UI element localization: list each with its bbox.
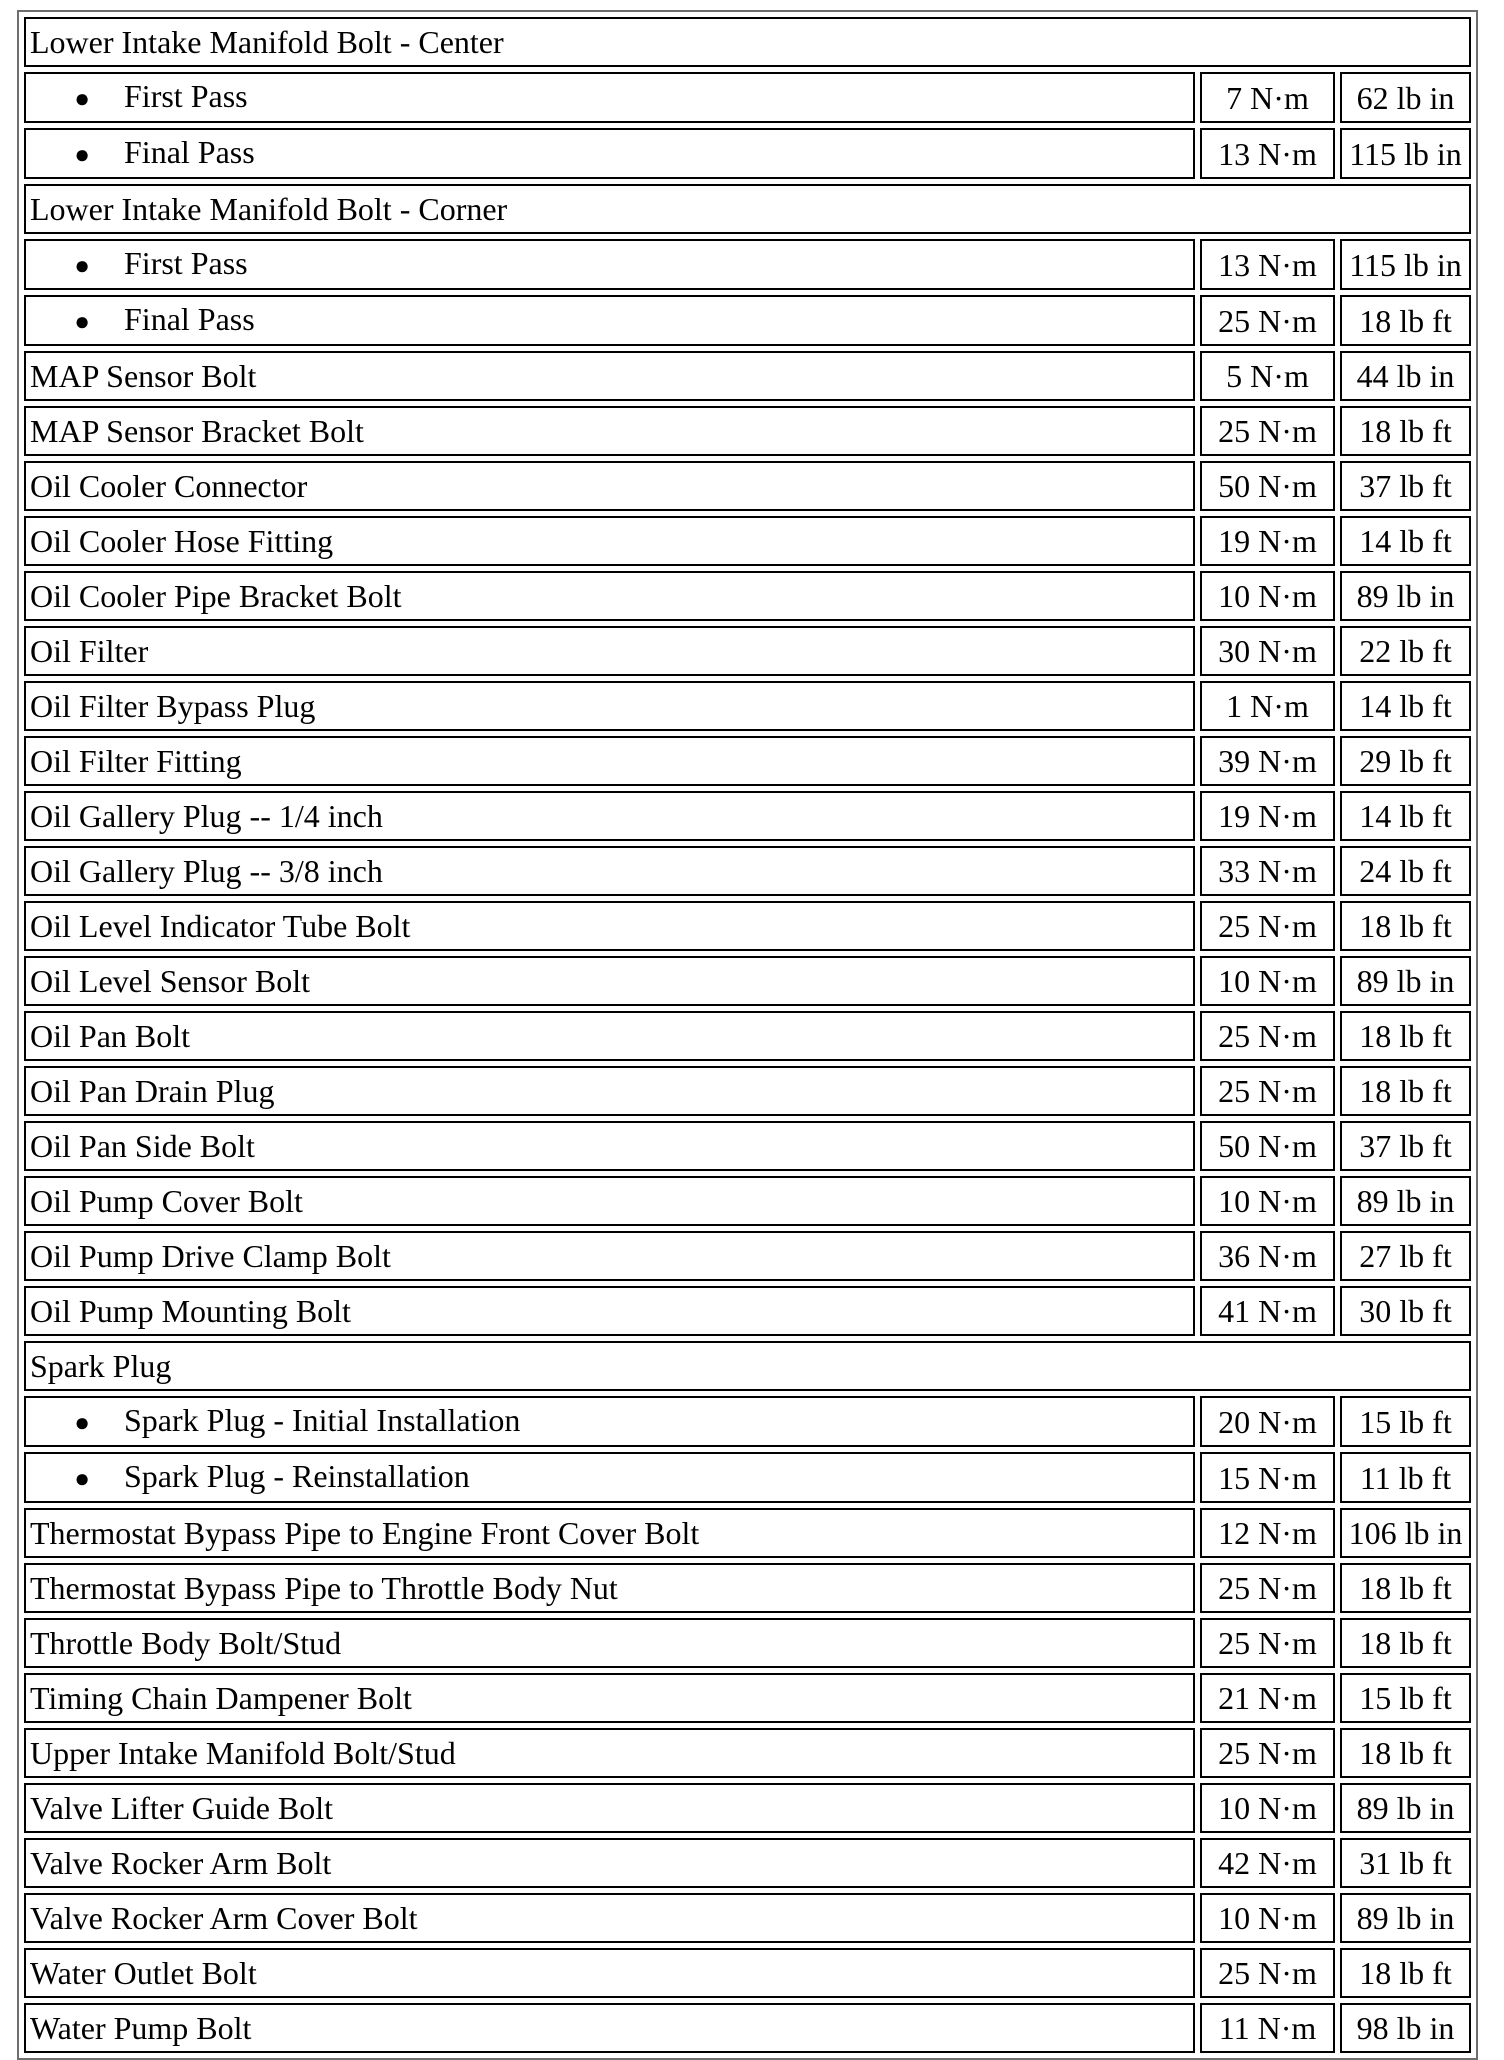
item-label: MAP Sensor Bracket Bolt [24, 406, 1195, 456]
table-row [24, 1286, 1471, 1336]
metric-value: 19 N·m [1200, 791, 1335, 841]
table-row [24, 1783, 1471, 1833]
english-value: 89 lb in [1340, 1176, 1471, 1226]
table-row [24, 736, 1471, 786]
english-value: 18 lb ft [1340, 295, 1471, 346]
sub-item-label: First Pass [124, 245, 248, 281]
english-value: 37 lb ft [1340, 461, 1471, 511]
group-header-row [24, 17, 1471, 67]
english-value: 98 lb in [1340, 2003, 1471, 2053]
table-row [24, 1948, 1471, 1998]
table-row [24, 2003, 1471, 2053]
table-row [24, 1066, 1471, 1116]
item-label: Oil Gallery Plug -- 1/4 inch [24, 791, 1195, 841]
metric-value: 10 N·m [1200, 1176, 1335, 1226]
table-row [24, 571, 1471, 621]
item-label: Timing Chain Dampener Bolt [24, 1673, 1195, 1723]
bullet-icon: ● [74, 307, 90, 336]
bullet-icon: ● [74, 84, 90, 113]
english-value: 11 lb ft [1340, 1452, 1471, 1503]
sub-item-row [24, 239, 1471, 290]
metric-value: 33 N·m [1200, 846, 1335, 896]
metric-value: 1 N·m [1200, 681, 1335, 731]
sub-item-label-cell [24, 295, 1195, 346]
group-label: Lower Intake Manifold Bolt - Corner [24, 184, 1471, 234]
item-label: Thermostat Bypass Pipe to Engine Front Cover Bolt [24, 1508, 1195, 1558]
item-label: Oil Pump Drive Clamp Bolt [24, 1231, 1195, 1281]
english-value: 18 lb ft [1340, 901, 1471, 951]
spec-table [19, 12, 1476, 2058]
bullet-icon: ● [74, 140, 90, 169]
table-row [24, 791, 1471, 841]
english-value: 30 lb ft [1340, 1286, 1471, 1336]
table-row [24, 1838, 1471, 1888]
english-value: 18 lb ft [1340, 1618, 1471, 1668]
sub-item-row [24, 128, 1471, 179]
table-row [24, 846, 1471, 896]
table-row [24, 406, 1471, 456]
sub-item-label-cell [24, 72, 1195, 123]
table-row [24, 461, 1471, 511]
table-row [24, 1728, 1471, 1778]
item-label: Oil Level Sensor Bolt [24, 956, 1195, 1006]
english-value: 115 lb in [1340, 128, 1471, 179]
metric-value: 50 N·m [1200, 1121, 1335, 1171]
metric-value: 25 N·m [1200, 1948, 1335, 1998]
table-row [24, 1176, 1471, 1226]
sub-item-label-cell [24, 128, 1195, 179]
english-value: 18 lb ft [1340, 406, 1471, 456]
item-label: Oil Pan Side Bolt [24, 1121, 1195, 1171]
english-value: 14 lb ft [1340, 516, 1471, 566]
table-row [24, 681, 1471, 731]
item-label: Oil Filter [24, 626, 1195, 676]
item-label: Valve Lifter Guide Bolt [24, 1783, 1195, 1833]
metric-value: 13 N·m [1200, 239, 1335, 290]
metric-value: 25 N·m [1200, 1728, 1335, 1778]
item-label: Valve Rocker Arm Cover Bolt [24, 1893, 1195, 1943]
sub-item-label: Spark Plug - Reinstallation [124, 1458, 470, 1494]
table-row [24, 1673, 1471, 1723]
table-row [24, 1011, 1471, 1061]
english-value: 14 lb ft [1340, 791, 1471, 841]
item-label: Oil Cooler Connector [24, 461, 1195, 511]
sub-item-label: Final Pass [124, 301, 255, 337]
item-label: Water Outlet Bolt [24, 1948, 1195, 1998]
item-label: Upper Intake Manifold Bolt/Stud [24, 1728, 1195, 1778]
table-row [24, 516, 1471, 566]
english-value: 44 lb in [1340, 351, 1471, 401]
metric-value: 15 N·m [1200, 1452, 1335, 1503]
torque-spec-table [17, 10, 1478, 2060]
bullet-icon: ● [74, 1408, 90, 1437]
english-value: 15 lb ft [1340, 1673, 1471, 1723]
english-value: 37 lb ft [1340, 1121, 1471, 1171]
item-label: Oil Level Indicator Tube Bolt [24, 901, 1195, 951]
sub-item-label: Final Pass [124, 134, 255, 170]
metric-value: 25 N·m [1200, 406, 1335, 456]
metric-value: 25 N·m [1200, 1563, 1335, 1613]
english-value: 18 lb ft [1340, 1948, 1471, 1998]
item-label: Oil Pump Mounting Bolt [24, 1286, 1195, 1336]
group-label: Lower Intake Manifold Bolt - Center [24, 17, 1471, 67]
table-row [24, 901, 1471, 951]
metric-value: 10 N·m [1200, 1783, 1335, 1833]
metric-value: 30 N·m [1200, 626, 1335, 676]
sub-item-row [24, 72, 1471, 123]
english-value: 106 lb in [1340, 1508, 1471, 1558]
table-row [24, 1121, 1471, 1171]
english-value: 89 lb in [1340, 956, 1471, 1006]
english-value: 18 lb ft [1340, 1011, 1471, 1061]
metric-value: 10 N·m [1200, 571, 1335, 621]
metric-value: 12 N·m [1200, 1508, 1335, 1558]
english-value: 27 lb ft [1340, 1231, 1471, 1281]
english-value: 62 lb in [1340, 72, 1471, 123]
metric-value: 42 N·m [1200, 1838, 1335, 1888]
group-header-row [24, 1341, 1471, 1391]
group-header-row [24, 184, 1471, 234]
english-value: 115 lb in [1340, 239, 1471, 290]
english-value: 15 lb ft [1340, 1396, 1471, 1447]
english-value: 22 lb ft [1340, 626, 1471, 676]
item-label: Oil Filter Bypass Plug [24, 681, 1195, 731]
table-row [24, 956, 1471, 1006]
sub-item-row [24, 1452, 1471, 1503]
table-row [24, 1618, 1471, 1668]
english-value: 89 lb in [1340, 1893, 1471, 1943]
metric-value: 5 N·m [1200, 351, 1335, 401]
metric-value: 25 N·m [1200, 1066, 1335, 1116]
english-value: 18 lb ft [1340, 1066, 1471, 1116]
metric-value: 25 N·m [1200, 1011, 1335, 1061]
table-row [24, 351, 1471, 401]
metric-value: 39 N·m [1200, 736, 1335, 786]
item-label: Oil Gallery Plug -- 3/8 inch [24, 846, 1195, 896]
item-label: Oil Cooler Pipe Bracket Bolt [24, 571, 1195, 621]
sub-item-row [24, 295, 1471, 346]
spec-table-body [24, 17, 1471, 2053]
table-row [24, 1508, 1471, 1558]
item-label: Oil Pan Drain Plug [24, 1066, 1195, 1116]
item-label: Water Pump Bolt [24, 2003, 1195, 2053]
metric-value: 25 N·m [1200, 1618, 1335, 1668]
table-row [24, 1231, 1471, 1281]
metric-value: 19 N·m [1200, 516, 1335, 566]
english-value: 89 lb in [1340, 1783, 1471, 1833]
metric-value: 10 N·m [1200, 1893, 1335, 1943]
english-value: 24 lb ft [1340, 846, 1471, 896]
bullet-icon: ● [74, 251, 90, 280]
sub-item-label-cell [24, 239, 1195, 290]
metric-value: 10 N·m [1200, 956, 1335, 1006]
metric-value: 50 N·m [1200, 461, 1335, 511]
metric-value: 7 N·m [1200, 72, 1335, 123]
sub-item-label-cell [24, 1452, 1195, 1503]
english-value: 89 lb in [1340, 571, 1471, 621]
table-row [24, 1563, 1471, 1613]
item-label: Oil Pan Bolt [24, 1011, 1195, 1061]
metric-value: 25 N·m [1200, 901, 1335, 951]
table-row [24, 626, 1471, 676]
english-value: 29 lb ft [1340, 736, 1471, 786]
metric-value: 11 N·m [1200, 2003, 1335, 2053]
metric-value: 20 N·m [1200, 1396, 1335, 1447]
item-label: MAP Sensor Bolt [24, 351, 1195, 401]
bullet-icon: ● [74, 1464, 90, 1493]
english-value: 18 lb ft [1340, 1728, 1471, 1778]
item-label: Oil Filter Fitting [24, 736, 1195, 786]
item-label: Valve Rocker Arm Bolt [24, 1838, 1195, 1888]
item-label: Oil Cooler Hose Fitting [24, 516, 1195, 566]
metric-value: 13 N·m [1200, 128, 1335, 179]
item-label: Throttle Body Bolt/Stud [24, 1618, 1195, 1668]
group-label: Spark Plug [24, 1341, 1471, 1391]
metric-value: 36 N·m [1200, 1231, 1335, 1281]
sub-item-row [24, 1396, 1471, 1447]
item-label: Thermostat Bypass Pipe to Throttle Body Nut [24, 1563, 1195, 1613]
english-value: 31 lb ft [1340, 1838, 1471, 1888]
sub-item-label-cell [24, 1396, 1195, 1447]
sub-item-label: Spark Plug - Initial Installation [124, 1402, 521, 1438]
table-row [24, 1893, 1471, 1943]
item-label: Oil Pump Cover Bolt [24, 1176, 1195, 1226]
sub-item-label: First Pass [124, 78, 248, 114]
english-value: 18 lb ft [1340, 1563, 1471, 1613]
metric-value: 25 N·m [1200, 295, 1335, 346]
english-value: 14 lb ft [1340, 681, 1471, 731]
metric-value: 41 N·m [1200, 1286, 1335, 1336]
metric-value: 21 N·m [1200, 1673, 1335, 1723]
